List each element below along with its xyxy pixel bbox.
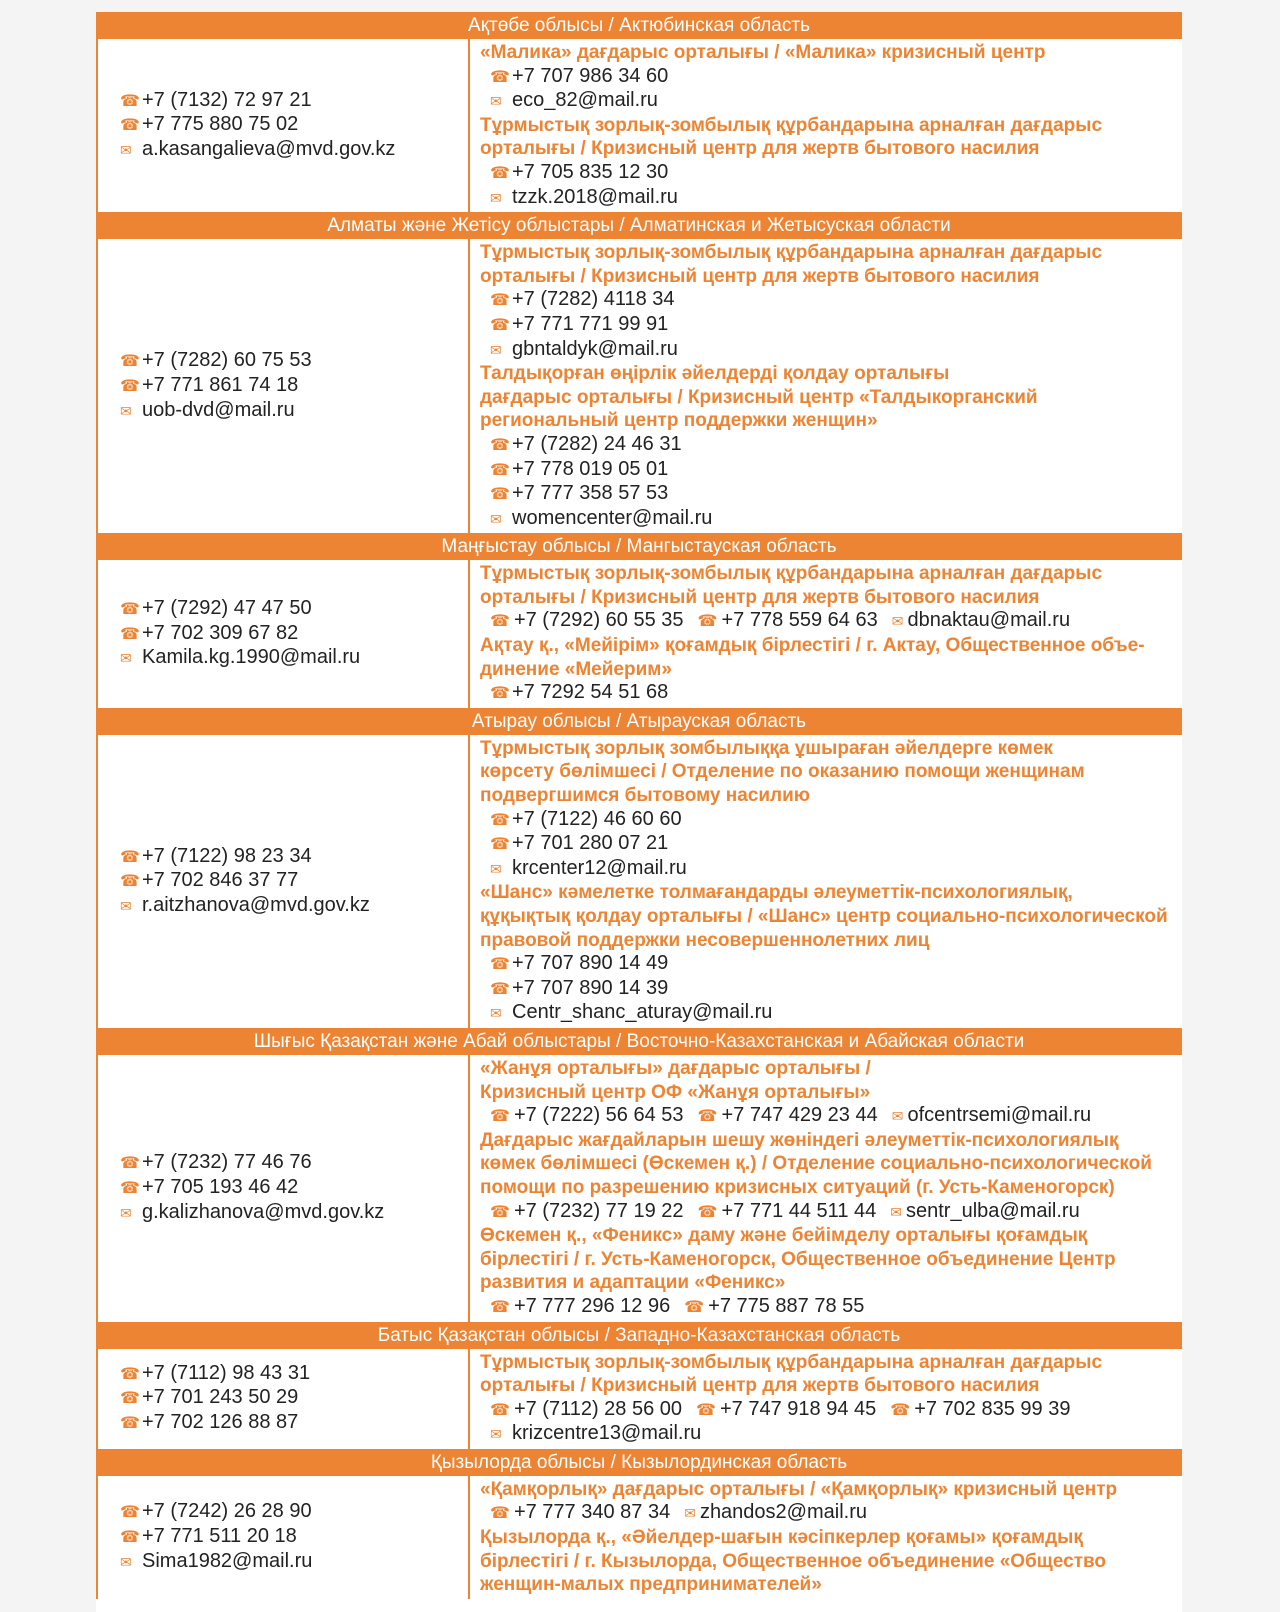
phone-line[interactable] (480, 161, 1182, 186)
phone-number[interactable]: +7 702 835 99 39 (914, 1397, 1071, 1420)
phone-number[interactable]: +7 707 890 14 49 (512, 952, 669, 975)
phone-number[interactable]: +7 (7132) 72 97 21 (142, 88, 312, 111)
email-address[interactable]: krcenter12@mail.ru (512, 856, 687, 879)
region-section (96, 1322, 1182, 1449)
mail-icon: ✉ (490, 189, 502, 206)
phone-icon: ☎ (120, 92, 140, 110)
phone-number[interactable]: +7 778 559 64 63 (721, 609, 878, 632)
email-address[interactable]: a.kasangalieva@mvd.gov.kz (142, 137, 396, 160)
phone-icon: ☎ (490, 1298, 510, 1316)
phone-line[interactable] (698, 1200, 877, 1222)
phone-line[interactable] (490, 1501, 670, 1523)
phone-line[interactable] (120, 597, 468, 622)
email-line[interactable] (892, 1104, 1091, 1126)
region-body (96, 1349, 1182, 1449)
contact-row (480, 1295, 1182, 1320)
center-name: көрсету бөлімшесі / Отделение по оказанию помощи женщинам (480, 761, 1085, 783)
phone-line[interactable] (480, 952, 1182, 977)
phone-icon: ☎ (490, 980, 510, 998)
police-contacts (98, 39, 470, 212)
center-name: Тұрмыстық зорлық-зомбылық құрбандарына арналған дағдарыс (480, 1351, 1103, 1373)
phone-line[interactable] (490, 609, 684, 631)
region-header: Ақтөбе облысы / Актюбинская область (96, 12, 1182, 39)
phone-icon: ☎ (120, 117, 140, 135)
phone-line[interactable] (490, 1398, 682, 1420)
email-address[interactable]: Centr_shanc_aturay@mail.ru (512, 1001, 773, 1024)
center-name: динение «Мейерим» (480, 658, 672, 680)
region-header: Қызылорда облысы / Кызылординская область (96, 1449, 1182, 1476)
phone-line[interactable] (120, 869, 468, 894)
email-line[interactable] (480, 857, 1182, 882)
phone-line[interactable] (120, 1500, 468, 1525)
phone-icon: ☎ (490, 461, 510, 479)
center-name: «Малика» дағдарыс орталығы / «Малика» кризисный центр (480, 42, 1046, 63)
region-body (96, 39, 1182, 212)
phone-icon: ☎ (490, 956, 510, 974)
crisis-centers (470, 1349, 1182, 1449)
email-line[interactable] (480, 1001, 1182, 1026)
contacts-page (96, 12, 1182, 1612)
region-section (96, 12, 1182, 212)
center-name: Ақтау қ., «Мейірім» қоғамдық бірлестігі / г. Актау, Общественное объе- (480, 635, 1145, 657)
center-name: «Жанұя орталығы» дағдарыс орталығы / (480, 1057, 871, 1079)
phone-line[interactable] (480, 65, 1182, 90)
center-name: көмек бөлімшесі (Өскемен қ.) / Отделение социально-психологической (480, 1153, 1152, 1175)
email-address[interactable]: Sima1982@mail.ru (142, 1549, 313, 1572)
phone-line[interactable] (490, 1200, 684, 1222)
police-contacts (98, 1055, 470, 1322)
center-name: региональный центр поддержки женщин» (480, 410, 878, 432)
phone-icon: ☎ (120, 377, 140, 395)
center-name: Тұрмыстық зорлық зомбылыққа ұшыраған әйелдерге көмек (480, 737, 1053, 759)
phone-number[interactable]: +7 (7282) 60 75 53 (142, 349, 312, 372)
email-line[interactable] (684, 1501, 867, 1523)
phone-number[interactable]: +7 (7292) 47 47 50 (142, 597, 312, 620)
email-line[interactable] (480, 338, 1182, 363)
police-contacts (98, 1349, 470, 1449)
phone-number[interactable]: +7 (7242) 26 28 90 (142, 1500, 312, 1523)
phone-number[interactable]: +7 771 771 99 91 (512, 312, 669, 335)
phone-number[interactable]: +7 (7292) 60 55 35 (513, 609, 684, 632)
email-line[interactable] (120, 399, 468, 424)
center-name: Талдықорған өңірлік әйелдерді қолдау орталығы (480, 363, 950, 385)
center-name: Қызылорда қ., «Әйелдер-шағын кәсіпкерлер қоғамы» қоғамдық (480, 1527, 1083, 1549)
phone-icon: ☎ (490, 685, 510, 703)
email-line[interactable] (892, 609, 1070, 631)
phone-line[interactable] (698, 609, 878, 631)
crisis-centers (470, 1476, 1182, 1599)
email-address[interactable]: krizcentre13@mail.ru (512, 1422, 702, 1445)
email-address[interactable]: womencenter@mail.ru (512, 506, 713, 529)
phone-icon: ☎ (120, 353, 140, 371)
email-line[interactable] (480, 89, 1182, 114)
phone-line[interactable] (120, 89, 468, 114)
police-contacts (98, 735, 470, 1028)
phone-number[interactable]: +7 775 880 75 02 (142, 113, 299, 136)
email-line[interactable] (120, 138, 468, 163)
phone-number[interactable]: +7 (7232) 77 46 76 (142, 1151, 312, 1174)
email-address[interactable]: ofcentrsemi@mail.ru (907, 1104, 1092, 1127)
phone-number[interactable]: +7 707 986 34 60 (512, 64, 669, 87)
phone-line[interactable] (120, 1386, 468, 1411)
phone-icon: ☎ (490, 836, 510, 854)
center-name: Тұрмыстық зорлық-зомбылық құрбандарына арналған дағдарыс (480, 242, 1103, 264)
email-address[interactable]: tzzk.2018@mail.ru (512, 185, 678, 208)
phone-line[interactable] (480, 681, 1182, 706)
phone-number[interactable]: +7 705 193 46 42 (142, 1175, 299, 1198)
email-address[interactable]: dbnaktau@mail.ru (907, 609, 1071, 632)
phone-icon: ☎ (120, 873, 140, 891)
phone-line[interactable] (480, 808, 1182, 833)
phone-icon: ☎ (490, 316, 510, 334)
phone-line[interactable] (120, 1411, 468, 1436)
phone-icon: ☎ (696, 1401, 716, 1419)
phone-number[interactable]: +7 (7112) 98 43 31 (142, 1361, 311, 1384)
center-name: орталығы / Кризисный центр для жертв бытового насилия (480, 1375, 1040, 1397)
phone-icon: ☎ (490, 1401, 510, 1419)
mail-icon: ✉ (120, 650, 132, 667)
crisis-centers (470, 39, 1182, 212)
region-header: Батыс Қазақстан облысы / Западно-Казахстанская область (96, 1322, 1182, 1349)
center-name: орталығы / Кризисный центр для жертв бытового насилия (480, 138, 1040, 160)
region-section (96, 708, 1182, 1028)
email-address[interactable]: eco_82@mail.ru (512, 89, 658, 112)
phone-number[interactable]: +7 701 280 07 21 (512, 832, 669, 855)
contact-row (480, 1501, 1182, 1526)
email-line[interactable] (480, 1422, 1182, 1447)
phone-icon: ☎ (890, 1401, 911, 1419)
phone-line[interactable] (480, 458, 1182, 483)
police-contacts (98, 560, 470, 708)
phone-line[interactable] (120, 622, 468, 647)
center-name: правовой поддержки несовершеннолетних лиц (480, 929, 930, 951)
region-body (96, 560, 1182, 708)
phone-number[interactable]: +7 747 918 94 45 (719, 1397, 877, 1420)
center-name: Өскемен қ., «Феникс» даму және бейімделу орталығы қоғамдық (480, 1225, 1088, 1247)
region-body (96, 239, 1182, 533)
phone-icon: ☎ (120, 1390, 140, 1408)
phone-line[interactable] (480, 832, 1182, 857)
region-section (96, 533, 1182, 708)
phone-icon: ☎ (120, 1414, 140, 1432)
center-name: Кризисный центр ОФ «Жанұя орталығы» (480, 1081, 871, 1103)
phone-number[interactable]: +7 778 019 05 01 (512, 457, 669, 480)
email-address[interactable]: uob-dvd@mail.ru (142, 398, 295, 421)
phone-icon: ☎ (490, 68, 510, 86)
center-name: орталығы / Кризисный центр для жертв бытового насилия (480, 265, 1040, 287)
phone-icon: ☎ (490, 1203, 510, 1221)
phone-number[interactable]: +7 777 358 57 53 (512, 482, 669, 505)
region-header: Алматы және Жетісу облыстары / Алматинская и Жетысуская области (96, 212, 1182, 239)
phone-line[interactable] (696, 1398, 876, 1420)
phone-line[interactable] (120, 1362, 468, 1387)
phone-number[interactable]: +7 771 511 20 18 (142, 1525, 297, 1548)
police-contacts (98, 239, 470, 533)
phone-icon: ☎ (490, 613, 510, 631)
center-name: құқықтық қолдау орталығы / «Шанс» центр социально-психологической (480, 906, 1168, 927)
center-name: Дағдарыс жағдайларын шешу жөніндегі әлеуметтік-психологиялық (480, 1129, 1119, 1151)
center-name: «Қамқорлық» дағдарыс орталығы / «Қамқорлық» кризисный центр (480, 1478, 1118, 1500)
phone-icon: ☎ (490, 164, 510, 182)
phone-icon: ☎ (120, 1179, 140, 1197)
phone-line[interactable] (480, 977, 1182, 1002)
mail-icon: ✉ (490, 1005, 502, 1022)
mail-icon: ✉ (490, 93, 502, 110)
phone-line[interactable] (120, 845, 468, 870)
mail-icon: ✉ (120, 141, 132, 158)
phone-line[interactable] (480, 288, 1182, 313)
phone-line[interactable] (120, 349, 468, 374)
email-line[interactable] (120, 1201, 468, 1226)
mail-icon: ✉ (891, 613, 904, 630)
phone-number[interactable]: +7 702 309 67 82 (142, 621, 299, 644)
phone-line[interactable] (480, 482, 1182, 507)
phone-icon: ☎ (120, 601, 140, 619)
phone-icon: ☎ (697, 1108, 718, 1126)
phone-number[interactable]: +7 (7282) 24 46 31 (512, 432, 682, 455)
mail-icon: ✉ (684, 1505, 696, 1522)
mail-icon: ✉ (120, 1553, 132, 1570)
region-header: Атырау облысы / Атырауская область (96, 708, 1182, 735)
region-body (96, 735, 1182, 1028)
phone-line[interactable] (480, 313, 1182, 338)
mail-icon: ✉ (120, 402, 132, 419)
center-name: Тұрмыстық зорлық-зомбылық құрбандарына арналған дағдарыс (480, 563, 1103, 585)
phone-number[interactable]: +7 705 835 12 30 (512, 160, 669, 183)
center-name: развития и адаптации «Феникс» (480, 1272, 786, 1294)
phone-number[interactable]: +7 775 887 78 55 (708, 1294, 865, 1317)
phone-icon: ☎ (684, 1298, 705, 1316)
phone-number[interactable]: +7 771 44 511 44 (721, 1199, 877, 1222)
center-name: подвергшимся бытовому насилию (480, 785, 810, 807)
phone-line[interactable] (480, 433, 1182, 458)
phone-icon: ☎ (697, 1203, 718, 1221)
mail-icon: ✉ (891, 1108, 904, 1125)
phone-line[interactable] (120, 113, 468, 138)
email-line[interactable] (480, 186, 1182, 211)
region-body (96, 1055, 1182, 1322)
contact-row (480, 609, 1182, 634)
mail-icon: ✉ (120, 1204, 132, 1221)
phone-number[interactable]: +7 777 340 87 34 (513, 1501, 671, 1524)
phone-number[interactable]: +7 (7122) 46 60 60 (512, 807, 682, 830)
email-address[interactable]: g.kalizhanova@mvd.gov.kz (142, 1200, 385, 1223)
phone-number[interactable]: +7 702 846 37 77 (142, 869, 299, 892)
phone-icon: ☎ (120, 1365, 140, 1383)
email-address[interactable]: gbntaldyk@mail.ru (512, 337, 678, 360)
center-name: орталығы / Кризисный центр для жертв бытового насилия (480, 586, 1040, 608)
crisis-centers (470, 560, 1182, 708)
phone-icon: ☎ (490, 292, 510, 310)
email-line[interactable] (890, 1200, 1079, 1222)
email-address[interactable]: sentr_ulba@mail.ru (905, 1199, 1080, 1222)
phone-number[interactable]: +7 7292 54 51 68 (512, 681, 669, 704)
phone-number[interactable]: +7 (7232) 77 19 22 (513, 1199, 684, 1222)
phone-line[interactable] (890, 1398, 1070, 1420)
crisis-centers (470, 239, 1182, 533)
mail-icon: ✉ (490, 341, 502, 358)
phone-icon: ☎ (120, 1529, 140, 1547)
phone-line[interactable] (698, 1104, 878, 1126)
phone-icon: ☎ (120, 848, 140, 866)
email-line[interactable] (120, 894, 468, 919)
crisis-centers (470, 735, 1182, 1028)
email-address[interactable]: r.aitzhanova@mvd.gov.kz (142, 893, 370, 916)
email-address[interactable]: Kamila.kg.1990@mail.ru (142, 646, 361, 669)
phone-line[interactable] (490, 1295, 670, 1317)
contact-row (480, 1200, 1182, 1225)
region-section (96, 212, 1182, 533)
phone-number[interactable]: +7 777 296 12 96 (513, 1294, 671, 1317)
mail-icon: ✉ (490, 510, 502, 527)
contact-row (480, 1398, 1182, 1423)
phone-icon: ☎ (490, 1108, 510, 1126)
crisis-centers (470, 1055, 1182, 1322)
phone-icon: ☎ (697, 613, 718, 631)
phone-icon: ☎ (490, 811, 510, 829)
region-body (96, 1476, 1182, 1599)
phone-icon: ☎ (490, 486, 510, 504)
center-name: «Шанс» кәмелетке толмағандарды әлеуметтік-психологиялық, (480, 882, 1073, 904)
phone-icon: ☎ (120, 1155, 140, 1173)
mail-icon: ✉ (490, 860, 502, 877)
phone-line[interactable] (120, 1525, 468, 1550)
phone-icon: ☎ (120, 625, 140, 643)
phone-number[interactable]: +7 (7222) 56 64 53 (513, 1104, 684, 1127)
phone-line[interactable] (120, 1151, 468, 1176)
phone-number[interactable]: +7 (7112) 28 56 00 (513, 1397, 683, 1420)
region-header: Маңғыстау облысы / Мангыстауская область (96, 533, 1182, 560)
phone-number[interactable]: +7 702 126 88 87 (142, 1410, 299, 1433)
phone-icon: ☎ (120, 1504, 140, 1522)
police-contacts (98, 1476, 470, 1599)
phone-number[interactable]: +7 701 243 50 29 (142, 1386, 299, 1409)
region-section (96, 1028, 1182, 1322)
region-section (96, 1449, 1182, 1599)
phone-icon: ☎ (490, 1505, 510, 1523)
phone-number[interactable]: +7 (7122) 98 23 34 (142, 844, 312, 867)
phone-number[interactable]: +7 771 861 74 18 (142, 373, 299, 396)
contact-row (480, 1104, 1182, 1129)
center-name: дағдарыс орталығы / Кризисный центр «Талдыкорганский (480, 386, 1038, 408)
region-header: Шығыс Қазақстан және Абай облыстары / Восточно-Казахстанская и Абайская области (96, 1028, 1182, 1055)
mail-icon: ✉ (490, 1426, 502, 1443)
phone-line[interactable] (684, 1295, 864, 1317)
mail-icon: ✉ (890, 1203, 902, 1220)
center-name: Тұрмыстық зорлық-зомбылық құрбандарына арналған дағдарыс (480, 114, 1103, 136)
phone-line[interactable] (490, 1104, 684, 1126)
phone-line[interactable] (120, 1176, 468, 1201)
phone-line[interactable] (120, 374, 468, 399)
phone-icon: ☎ (490, 436, 510, 454)
center-name: женщин-малых предпринимателей» (480, 1574, 822, 1596)
center-name: помощи по разрешению кризисных ситуаций (г. Усть-Каменогорск) (480, 1176, 1115, 1198)
phone-number[interactable]: +7 707 890 14 39 (512, 976, 669, 999)
email-line[interactable] (120, 1550, 468, 1575)
phone-number[interactable]: +7 (7282) 4118 34 (512, 288, 675, 311)
email-line[interactable] (120, 646, 468, 671)
center-name: бірлестігі / г. Усть-Каменогорск, Общественное объединение Центр (480, 1248, 1116, 1270)
email-line[interactable] (480, 507, 1182, 532)
phone-number[interactable]: +7 747 429 23 44 (721, 1104, 878, 1127)
email-address[interactable]: zhandos2@mail.ru (699, 1501, 867, 1524)
mail-icon: ✉ (120, 897, 132, 914)
center-name: бірлестігі / г. Кызылорда, Общественное объединение «Общество (480, 1550, 1107, 1572)
